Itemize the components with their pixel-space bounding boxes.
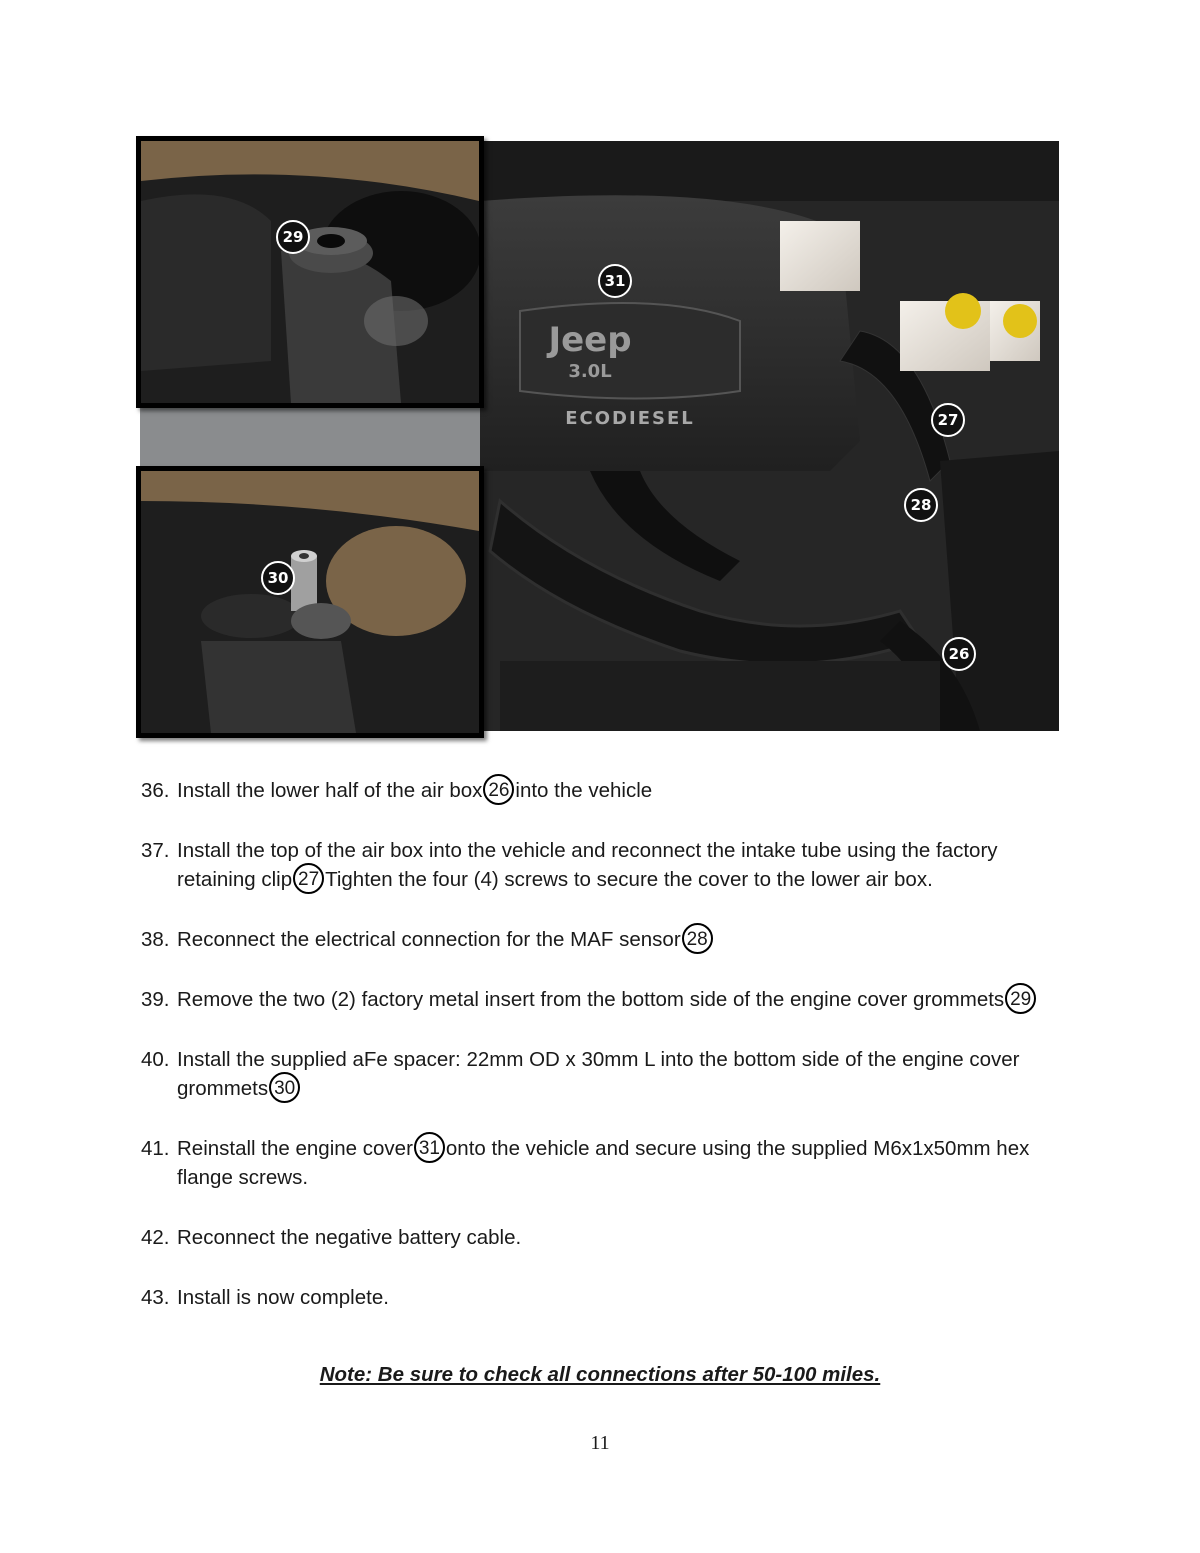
step-40 [141,1045,1071,1103]
callout-ref-28: 28 [682,923,713,954]
spacer-installed-photo [136,466,484,738]
ecodiesel-logo-text: ECODIESEL [565,408,695,429]
grommet-insert-photo [136,136,484,408]
installation-photo-figure [136,136,1060,738]
callout-28-badge: 28 [904,488,938,522]
step-number: 41. [141,1137,170,1161]
step-text: Install the top of the air box into the vehicle and reconnect the intake tube using the factory retaining clip [177,839,998,892]
step-39 [141,985,1071,1014]
callout-ref-29: 29 [1005,983,1036,1014]
step-37 [141,836,1071,894]
callout-31-badge: 31 [598,264,632,298]
step-text-continued: into the vehicle [515,779,653,802]
step-number: 38. [141,928,170,952]
step-text: Reconnect the negative battery cable. [177,1226,522,1250]
callout-30-badge: 30 [261,561,295,595]
step-42 [141,1223,1071,1252]
jeep-logo-text: Jeep [548,320,632,360]
step-number: 43. [141,1286,170,1310]
step-number: 39. [141,988,170,1012]
step-number: 40. [141,1048,170,1072]
callout-ref-26: 26 [483,774,514,805]
callout-26-badge: 26 [942,637,976,671]
callout-ref-27: 27 [293,863,324,894]
callout-ref-30: 30 [269,1072,300,1103]
step-text: Install the supplied aFe spacer: 22mm OD x 30mm L into the bottom side of the engine cover grommets [177,1048,1020,1101]
step-41 [141,1134,1071,1192]
callout-29-badge: 29 [276,220,310,254]
page-number: 11 [590,1432,610,1454]
maintenance-note: Note: Be sure to check all connections after 50-100 miles. [319,1363,881,1386]
step-text: Reconnect the electrical connection for the MAF sensor [177,928,681,952]
displacement-logo-text: 3.0L [568,361,612,382]
step-text: Install is now complete. [177,1286,389,1310]
step-text: Reinstall the engine cover [177,1137,413,1161]
step-text: Install the lower half of the air box [177,779,483,802]
step-43 [141,1283,1071,1312]
step-text-continued: Tighten the four (4) screws to secure the cover to the lower air box. [325,868,933,892]
step-number: 42. [141,1226,170,1250]
step-38 [141,925,1071,954]
step-number: 37. [141,839,170,863]
installation-steps-list [141,776,1071,1343]
step-text: Remove the two (2) factory metal insert from the bottom side of the engine cover grommets [177,988,1005,1012]
callout-27-badge: 27 [931,403,965,437]
step-text-continued: onto the vehicle and secure using the supplied M6x1x50mm hex flange screws. [177,1137,1030,1190]
step-number: 36. [141,779,170,802]
callout-ref-31: 31 [414,1132,445,1163]
step-36 [141,776,1071,805]
